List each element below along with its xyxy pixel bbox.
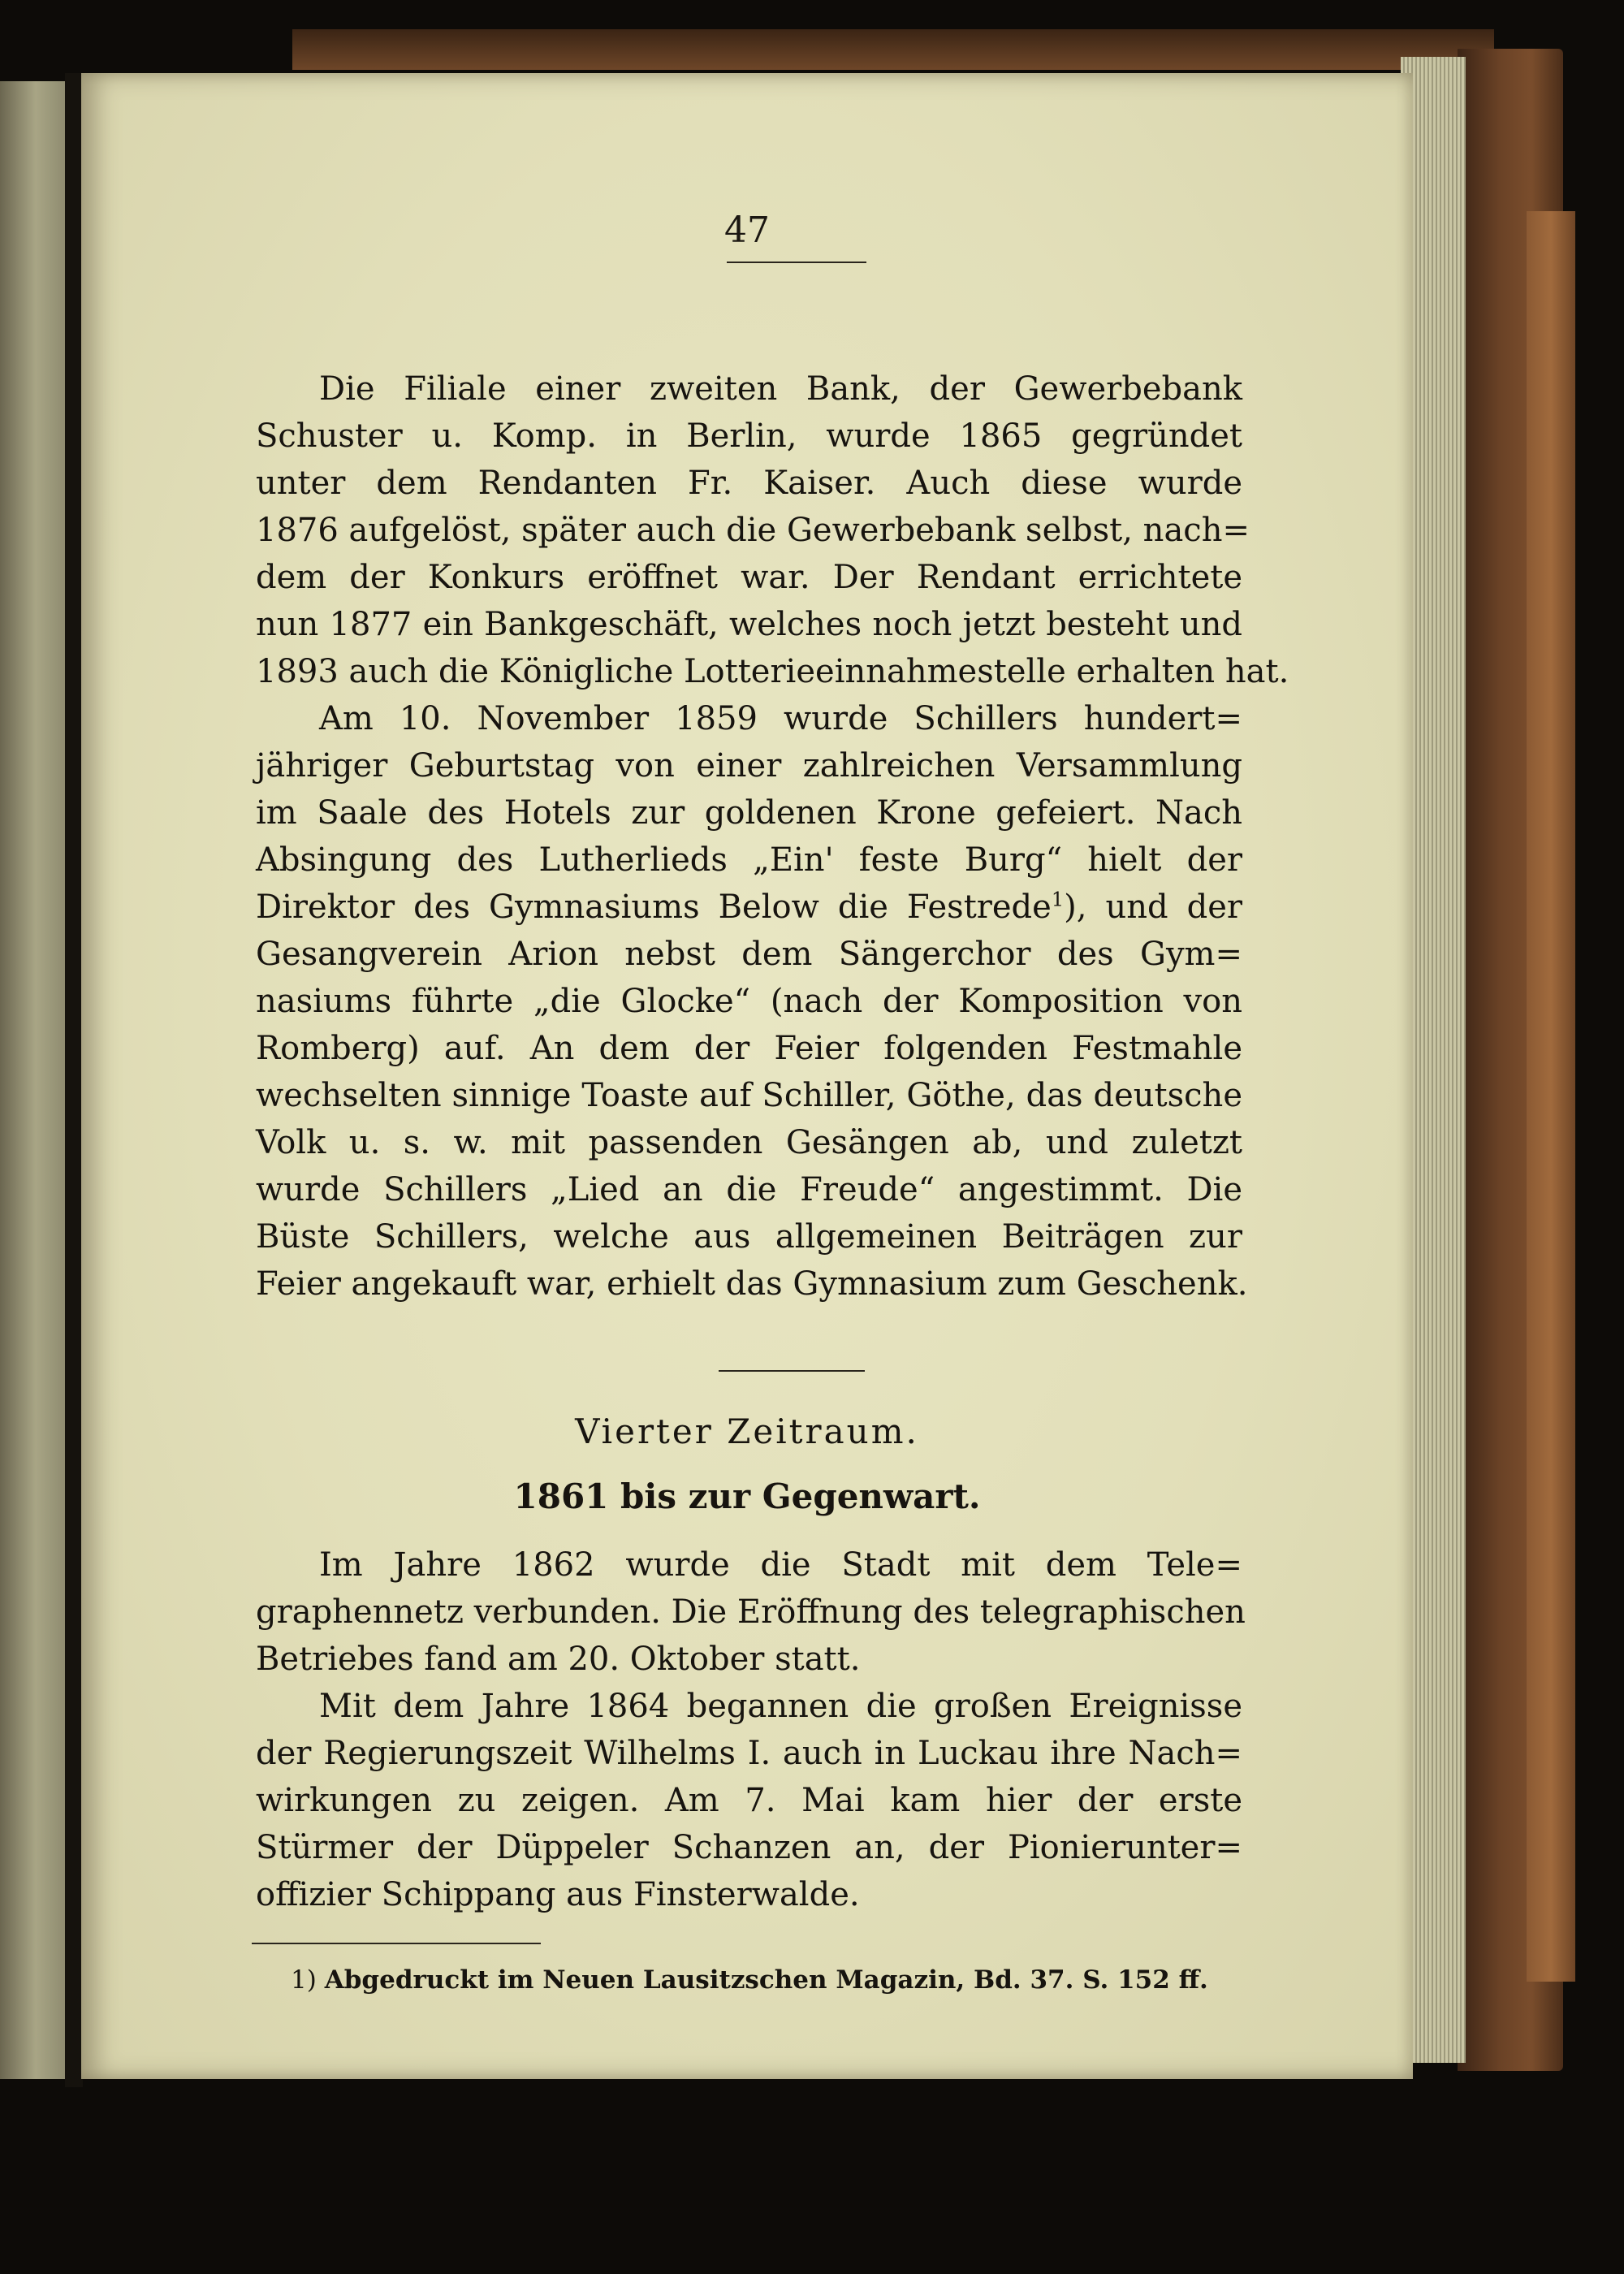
text-line: nun 1877 ein Bankgeschäft, welches noch jetzt besteht und [256, 606, 1242, 643]
footnote-reference[interactable]: 1 [1051, 888, 1065, 911]
text-line: 1893 auch die Königliche Lotterieeinnahmestelle erhalten hat. [256, 653, 1289, 690]
text-line: Romberg) auf. An dem der Feier folgenden Festmahle [256, 1030, 1242, 1067]
paragraph [256, 365, 1289, 695]
paragraph [256, 1541, 1246, 1683]
text-line: unter dem Rendanten Fr. Kaiser. Auch diese wurde [256, 465, 1242, 502]
book-gutter [65, 73, 83, 2087]
text-line: 1876 aufgelöst, später auch die Gewerbebank selbst, nach= [256, 512, 1250, 549]
text-line: nasiums führte „die Glocke“ (nach der Komposition von [256, 983, 1242, 1020]
text-line: Im Jahre 1862 wurde die Stadt mit dem Tele= [319, 1546, 1242, 1584]
text-line: offizier Schippang aus Finsterwalde. [256, 1876, 860, 1913]
book-page [81, 73, 1413, 2079]
text-line: Volk u. s. w. mit passenden Gesängen ab, und zuletzt [256, 1124, 1242, 1161]
text-line: Stürmer der Düppeler Schanzen an, der Pionierunter= [256, 1829, 1242, 1866]
header-rule [727, 262, 866, 263]
book-cover-top [292, 29, 1494, 70]
text-line: Am 10. November 1859 wurde Schillers hundert= [319, 700, 1242, 737]
text-line: wirkungen zu zeigen. Am 7. Mai kam hier der erste [256, 1782, 1242, 1819]
text-line: der Regierungszeit Wilhelms I. auch in Luckau ihre Nach= [256, 1735, 1242, 1772]
text-fragment: Direktor des Gymnasiums Below die Festrede [256, 888, 1052, 926]
text-line-with-note [256, 884, 1242, 931]
text-line: Schuster u. Komp. in Berlin, wurde 1865 gegründet [256, 417, 1242, 455]
text-line: graphennetz verbunden. Die Eröffnung des telegraphischen [256, 1593, 1246, 1631]
text-line: Die Filiale einer zweiten Bank, der Gewerbebank [319, 370, 1242, 408]
text-line: Feier angekauft war, erhielt das Gymnasium zum Geschenk. [256, 1265, 1248, 1303]
footnote [291, 1965, 1208, 1995]
facing-page-edge [0, 81, 65, 2079]
body-text-bottom [256, 1541, 1246, 1918]
body-text-top [256, 365, 1289, 1308]
text-line: Mit dem Jahre 1864 begannen die großen Ereignisse [319, 1688, 1242, 1725]
book-cover-edge [1527, 211, 1575, 1982]
section-divider [719, 1370, 865, 1372]
paragraph [256, 1683, 1242, 1918]
text-line: Büste Schillers, welche aus allgemeinen Beiträgen zur [256, 1218, 1242, 1256]
text-line: Absingung des Lutherlieds „Ein' feste Burg“ hielt der [256, 841, 1242, 879]
page-number: 47 [724, 210, 770, 251]
text-line: Gesangverein Arion nebst dem Sängerchor des Gym= [256, 936, 1242, 973]
text-line: Betriebes fand am 20. Oktober statt. [256, 1641, 861, 1678]
paragraph [256, 695, 1248, 1308]
text-line: wechselten sinnige Toaste auf Schiller, Göthe, das deutsche [256, 1077, 1242, 1114]
text-line: dem der Konkurs eröffnet war. Der Rendant errichtete [256, 559, 1242, 596]
text-line: im Saale des Hotels zur goldenen Krone gefeiert. Nach [256, 794, 1242, 832]
footnote-rule [252, 1943, 541, 1944]
section-period-heading: Vierter Zeitraum. [575, 1412, 919, 1451]
text-fragment: ), und der [1064, 888, 1243, 926]
section-title: 1861 bis zur Gegenwart. [513, 1476, 981, 1516]
text-line: jähriger Geburtstag von einer zahlreichen Versammlung [256, 747, 1242, 785]
footnote-text: Abgedruckt im Neuen Lausitzschen Magazin, Bd. 37. S. 152 ff. [324, 1965, 1208, 1995]
footnote-marker: 1) [291, 1965, 317, 1995]
text-line: wurde Schillers „Lied an die Freude“ angestimmt. Die [256, 1171, 1242, 1208]
